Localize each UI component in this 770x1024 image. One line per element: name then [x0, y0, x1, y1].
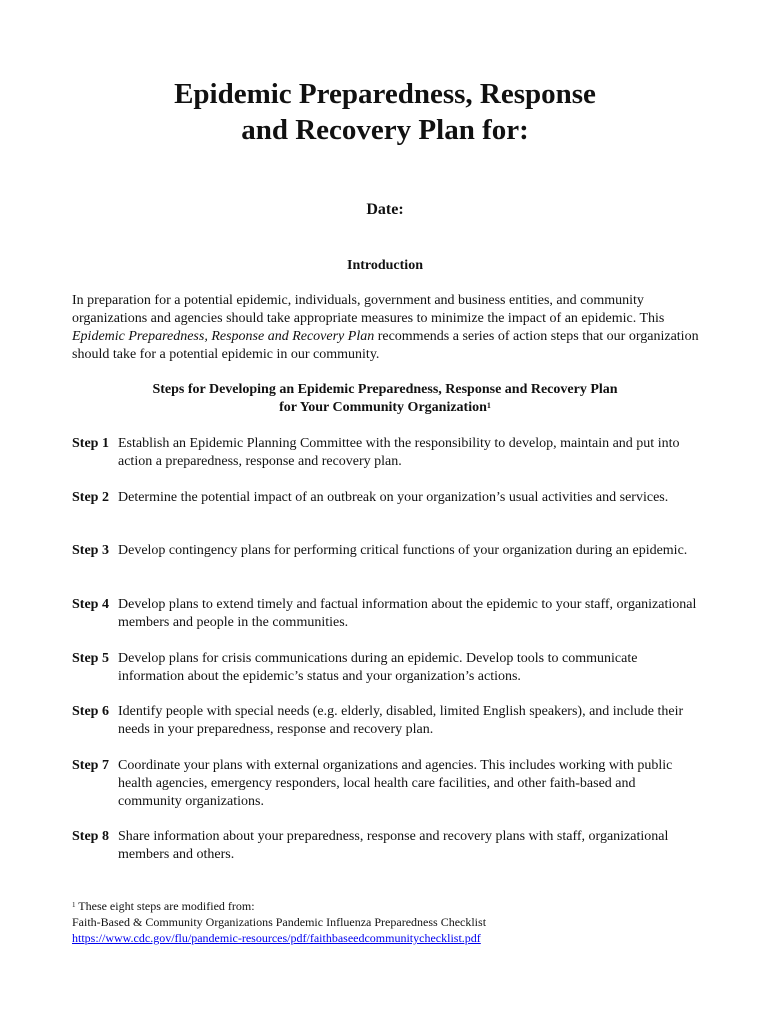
step-text: Identify people with special needs (e.g. elderly, disabled, limited English speakers), and include their needs in your preparedness, response and recovery plan. — [118, 704, 684, 737]
step-text: Share information about your preparedness, response and recovery plans with staff, organizational members and others. — [118, 829, 669, 862]
step-item — [72, 435, 702, 471]
step-label: Step 1 — [72, 436, 109, 451]
footnote-marker: 1 — [72, 901, 76, 909]
step-label: Step 5 — [72, 651, 109, 666]
introduction-paragraph — [72, 292, 702, 364]
steps-heading — [0, 381, 770, 417]
step-label: Step 2 — [72, 490, 109, 505]
step-text: Coordinate your plans with external organizations and agencies. This includes working with public health agencies, emergency responders, local health care facilities, and other faith-based and community organizations. — [118, 758, 673, 809]
step-label: Step 6 — [72, 704, 109, 719]
intro-text-end: recommends a series of action steps that our organization should take for a potential epidemic in our community. — [72, 329, 699, 362]
steps-heading-line-2: for Your Community Organization — [279, 400, 487, 415]
footnote-line-2: Faith-Based & Community Organizations Pandemic Influenza Preparedness Checklist — [72, 915, 487, 929]
step-text: Develop contingency plans for performing critical functions of your organization during an epidemic. — [118, 543, 688, 558]
date-label: Date: — [366, 201, 404, 218]
step-text: Develop plans to extend timely and factual information about the epidemic to your staff, organizational members and people in the communities. — [118, 597, 697, 630]
step-item — [72, 542, 702, 560]
step-item — [72, 703, 702, 739]
step-item — [72, 757, 702, 811]
step-label: Step 4 — [72, 597, 109, 612]
footnote-link[interactable]: https://www.cdc.gov/flu/pandemic-resources/pdf/faithbaseedcommunitychecklist.pdf — [72, 931, 481, 945]
title-line-2: and Recovery Plan for: — [241, 114, 529, 146]
step-label: Step 7 — [72, 758, 109, 773]
footnote — [72, 898, 702, 946]
intro-text-start: In preparation for a potential epidemic, individuals, government and business entities, and community organizations and agencies should take appropriate measures to minimize the impact of an epidemic. This — [72, 293, 665, 326]
step-item — [72, 650, 702, 686]
step-item — [72, 489, 702, 507]
step-item — [72, 828, 702, 864]
page-title — [0, 76, 770, 148]
step-item — [72, 596, 702, 632]
steps-heading-line-1: Steps for Developing an Epidemic Preparedness, Response and Recovery Plan — [152, 382, 618, 397]
step-text: Establish an Epidemic Planning Committee with the responsibility to develop, maintain and put into action a preparedness, response and recovery plan. — [118, 436, 680, 469]
footnote-reference[interactable]: 1 — [486, 401, 491, 410]
introduction-heading: Introduction — [347, 258, 423, 273]
step-label: Step 3 — [72, 543, 109, 558]
title-line-1: Epidemic Preparedness, Response — [174, 78, 596, 110]
footnote-line-1: These eight steps are modified from: — [75, 899, 255, 913]
intro-plan-name: Epidemic Preparedness, Response and Recovery Plan — [72, 329, 375, 344]
step-text: Develop plans for crisis communications during an epidemic. Develop tools to communicate information about the epidemic’s status and your organization’s actions. — [118, 651, 638, 684]
step-text: Determine the potential impact of an outbreak on your organization’s usual activities and services. — [118, 490, 669, 505]
step-label: Step 8 — [72, 829, 109, 844]
